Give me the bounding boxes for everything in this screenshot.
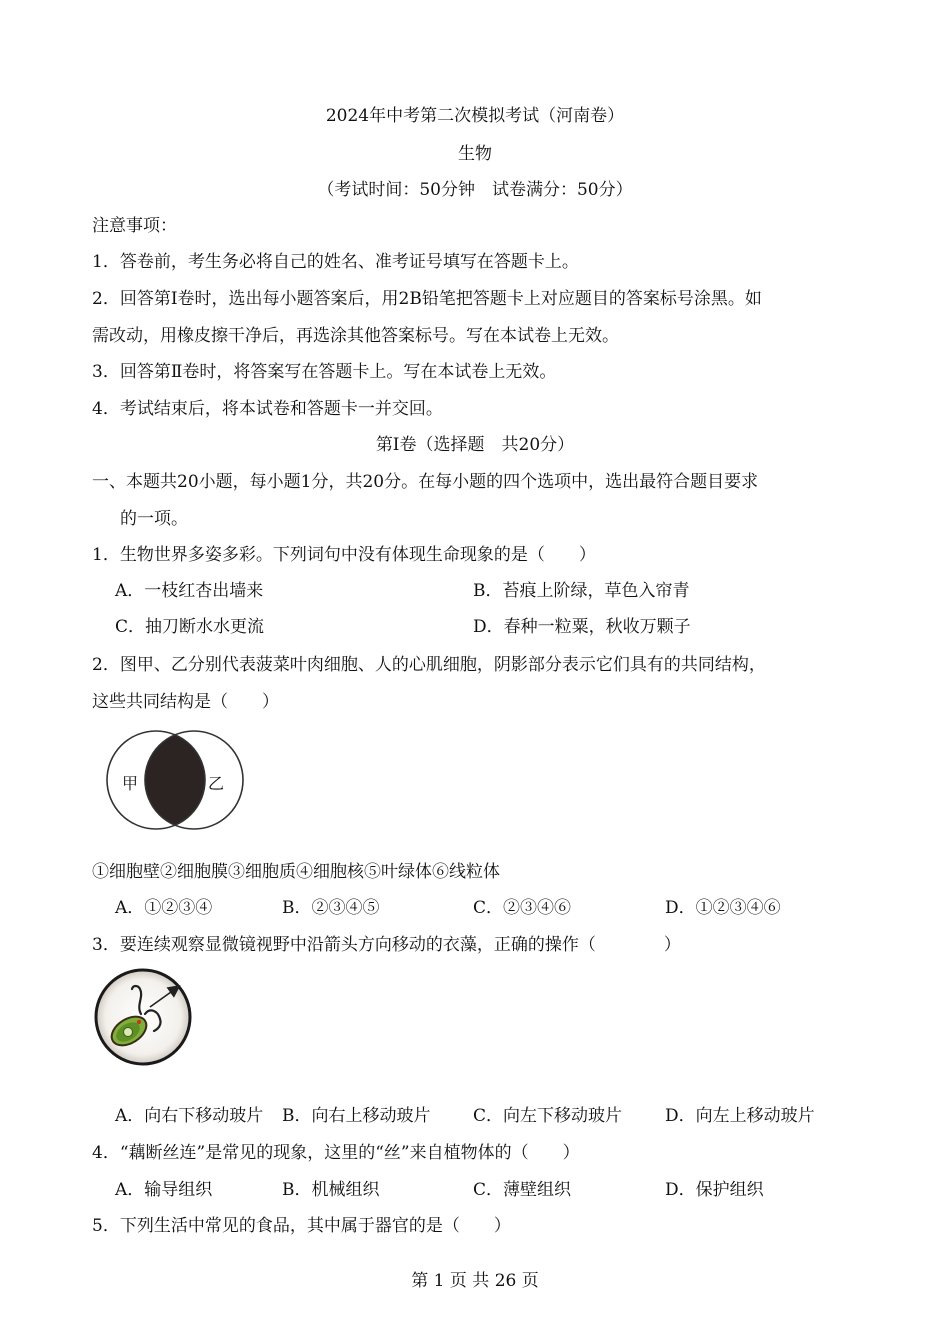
q4-option-c: C．薄壁组织 bbox=[473, 1180, 572, 1200]
note-item: 4．考试结束后，将本试卷和答题卡一并交回。 bbox=[92, 399, 443, 419]
note-item: 3．回答第Ⅱ卷时，将答案写在答题卡上。写在本试卷上无效。 bbox=[92, 362, 557, 382]
microscope-field-figure bbox=[92, 967, 196, 1067]
q3-option-d: D．向左上移动玻片 bbox=[665, 1106, 815, 1126]
question-1-stem: 1．生物世界多姿多彩。下列词句中没有体现生命现象的是（ ） bbox=[92, 545, 596, 565]
page-number: 第 1 页 共 26 页 bbox=[411, 1271, 539, 1291]
q3-option-b: B．向右上移动玻片 bbox=[282, 1106, 431, 1126]
venn-label-left: 甲 bbox=[122, 774, 139, 793]
q2-option-c: C．②③④⑥ bbox=[473, 898, 572, 918]
note-item: 2．回答第Ⅰ卷时，选出每小题答案后，用2B铅笔把答题卡上对应题目的答案标号涂黑。如 bbox=[92, 289, 762, 309]
question-4-stem: 4．“藕断丝连”是常见的现象，这里的“丝”来自植物体的（ ） bbox=[92, 1143, 580, 1163]
q4-option-d: D．保护组织 bbox=[665, 1180, 764, 1200]
q3-option-c: C．向左下移动玻片 bbox=[473, 1106, 623, 1126]
note-item: 需改动，用橡皮擦干净后，再选涂其他答案标号。写在本试卷上无效。 bbox=[92, 326, 619, 346]
question-2-stem: 2．图甲、乙分别代表菠菜叶肉细胞、人的心肌细胞，阴影部分表示它们具有的共同结构， bbox=[92, 655, 766, 675]
section-instruction-continued: 的一项。 bbox=[120, 509, 188, 529]
q2-option-a: A．①②③④ bbox=[115, 898, 213, 918]
cell-nucleus bbox=[124, 1028, 133, 1037]
microscope-field-circle bbox=[96, 970, 190, 1064]
q2-structures-list: ①细胞壁②细胞膜③细胞质④细胞核⑤叶绿体⑥线粒体 bbox=[92, 862, 500, 882]
note-item: 1．答卷前，考生务必将自己的姓名、准考证号填写在答题卡上。 bbox=[92, 252, 579, 272]
q4-option-b: B．机械组织 bbox=[282, 1180, 380, 1200]
subject-title: 生物 bbox=[458, 144, 492, 164]
exam-info: （考试时间：50分钟 试卷满分：50分） bbox=[317, 180, 633, 200]
cell-eyespot bbox=[137, 1020, 141, 1024]
notes-heading: 注意事项： bbox=[92, 216, 177, 236]
q2-option-b: B．②③④⑤ bbox=[282, 898, 380, 918]
question-3-stem: 3．要连续观察显微镜视野中沿箭头方向移动的衣藻，正确的操作（ ） bbox=[92, 935, 681, 955]
exam-title: 2024年中考第二次模拟考试（河南卷） bbox=[325, 106, 625, 126]
section-title: 第Ⅰ卷（选择题 共20分） bbox=[375, 435, 575, 455]
q3-option-a: A．向右下移动玻片 bbox=[115, 1106, 264, 1126]
q4-option-a: A．输导组织 bbox=[115, 1180, 213, 1200]
question-2-stem-continued: 这些共同结构是（ ） bbox=[92, 692, 279, 712]
q1-option-d: D．春种一粒粟，秋收万颗子 bbox=[473, 617, 691, 637]
q1-option-c: C．抽刀断水水更流 bbox=[115, 617, 265, 637]
question-5-stem: 5．下列生活中常见的食品，其中属于器官的是（ ） bbox=[92, 1216, 511, 1236]
q2-option-d: D．①②③④⑥ bbox=[665, 898, 781, 918]
venn-label-right: 乙 bbox=[208, 774, 225, 793]
section-instruction: 一、本题共20小题，每小题1分，共20分。在每小题的四个选项中，选出最符合题目要求 bbox=[92, 472, 759, 492]
q1-option-a: A．一枝红杏出墙来 bbox=[115, 581, 264, 601]
q1-option-b: B．苔痕上阶绿，草色入帘青 bbox=[473, 581, 690, 601]
